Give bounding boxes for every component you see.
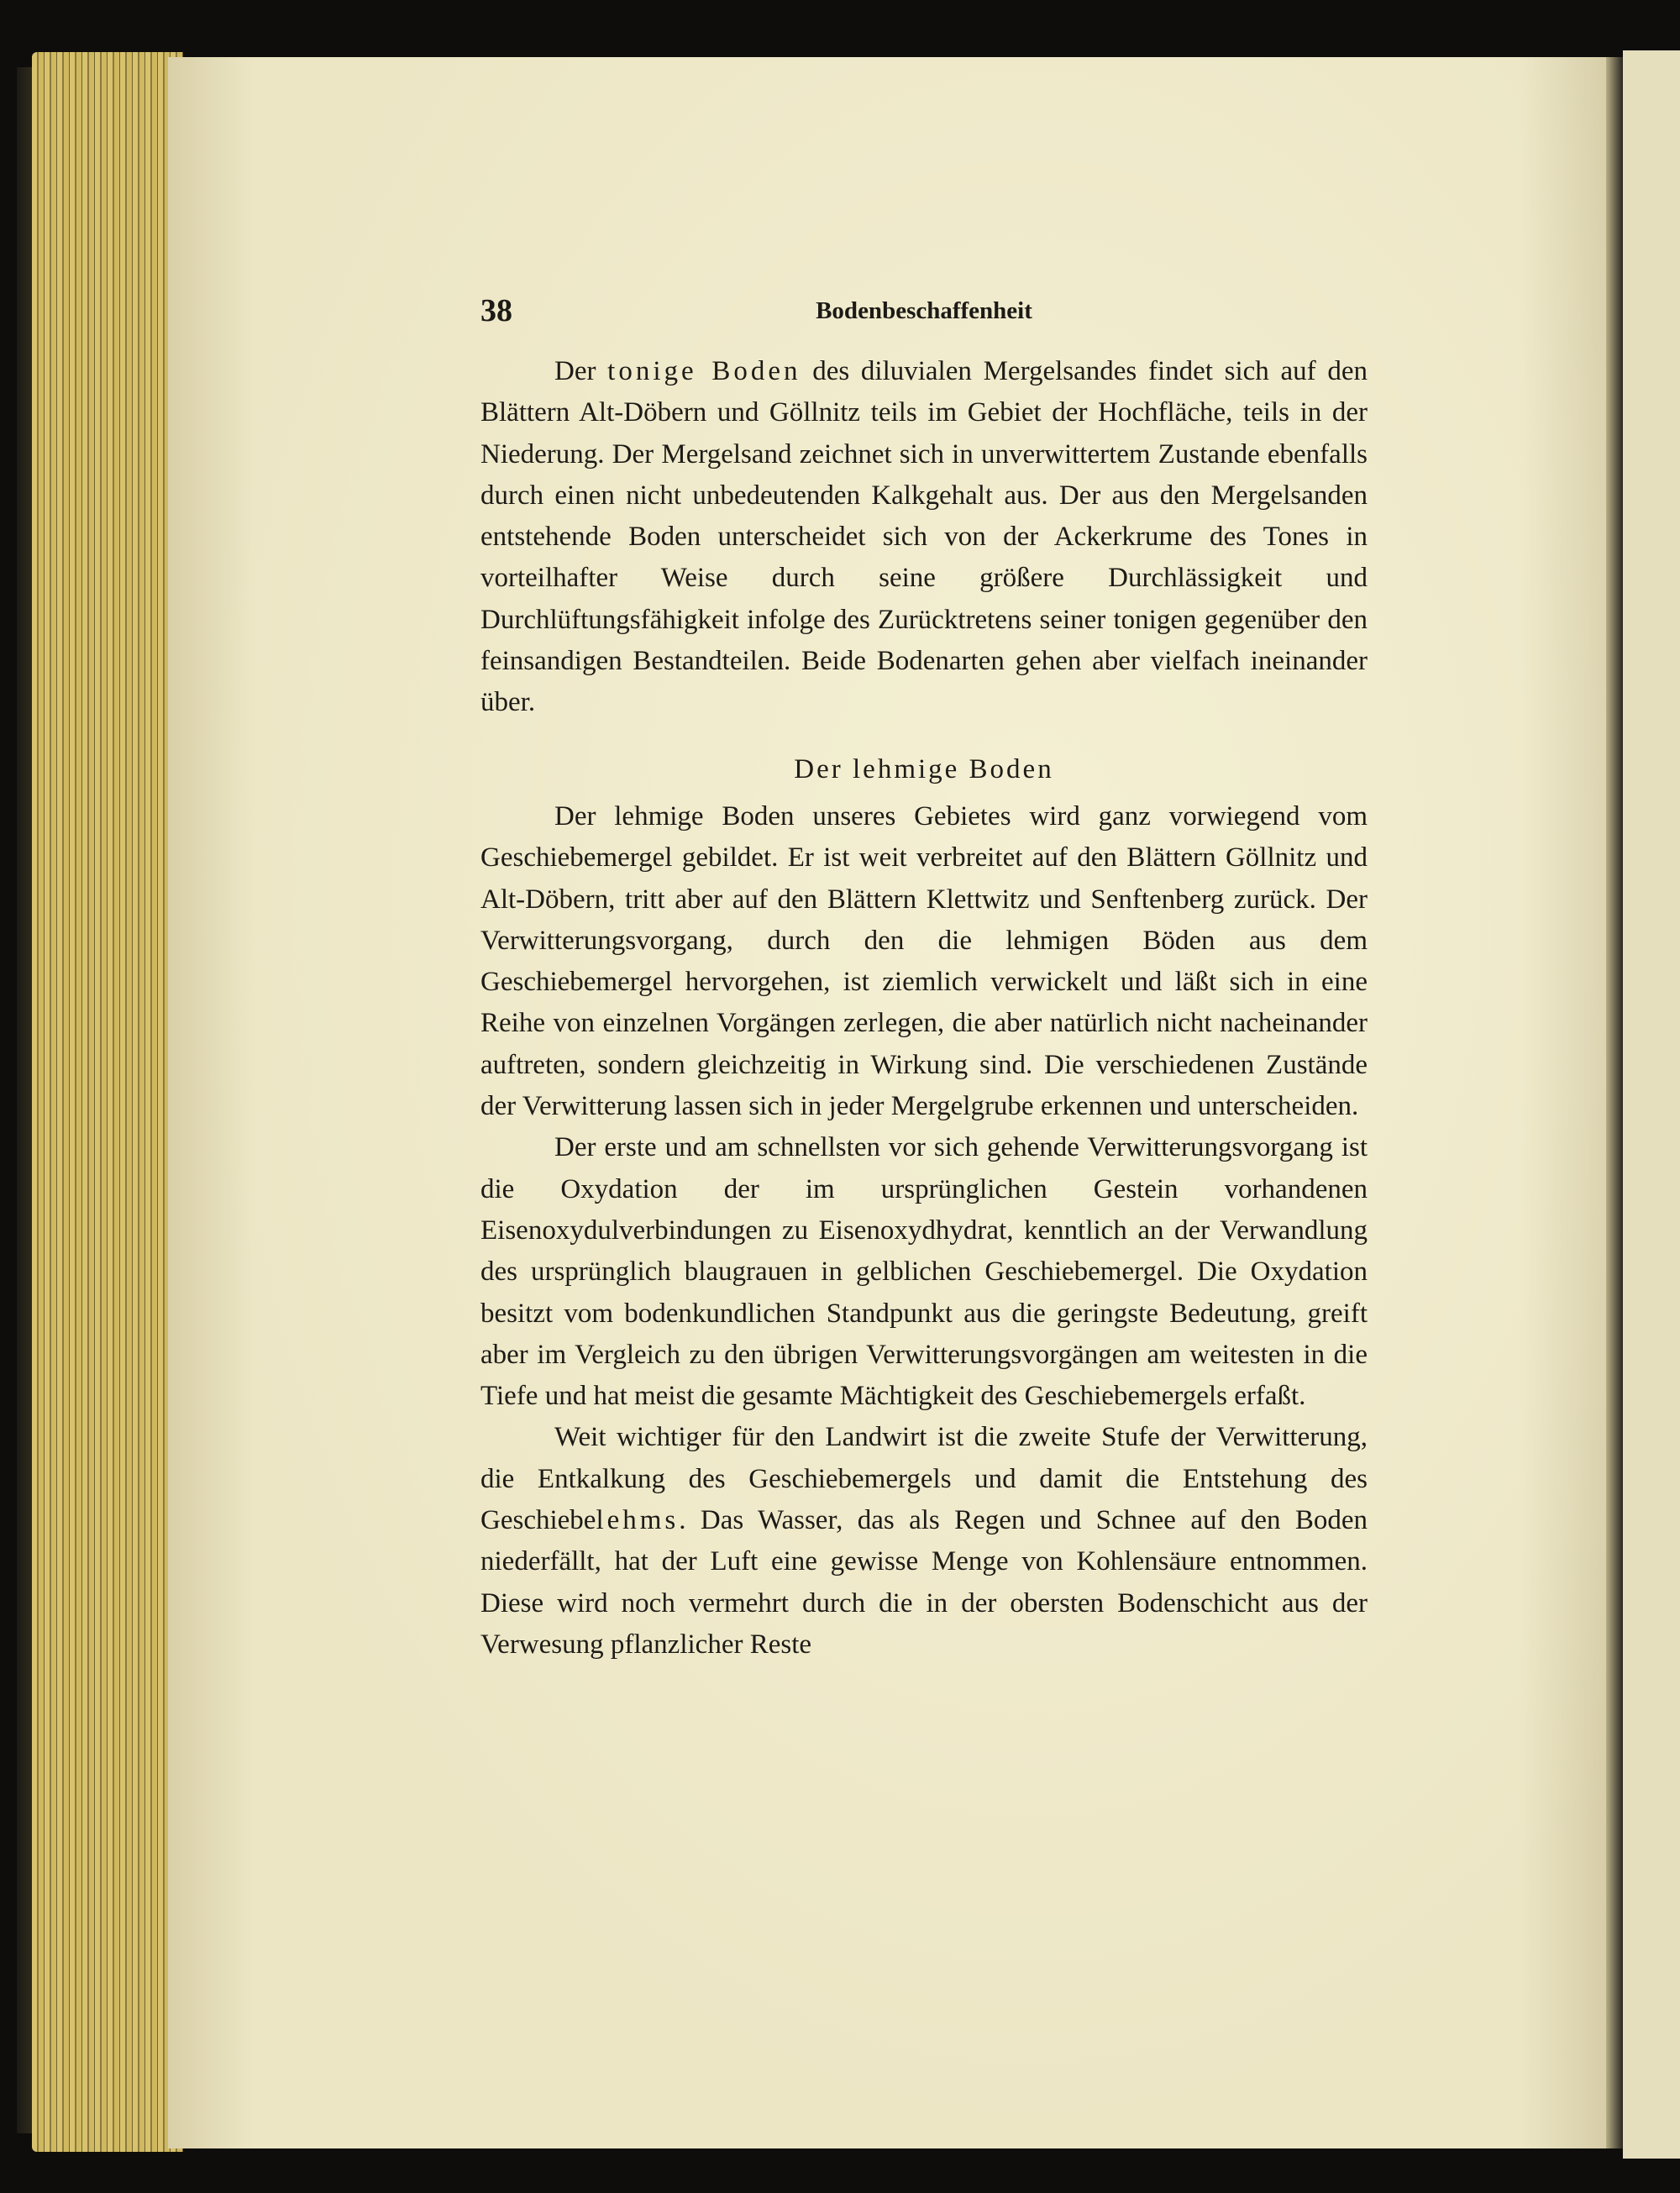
section-heading: Der lehmige Boden xyxy=(794,753,1054,784)
paragraph-oxydation: Der erste und am schnellsten vor sich gehende Verwitterungsvorgang ist die Oxydation der im ursprünglichen Gestein vorhandenen Eisenoxydulverbindungen zu Eisenoxydhydrat, kenntlich an der Verwandlung des ursprünglich blaugrauen in gelblichen Geschiebemergel. Die Oxydation besitzt vom bodenkundlichen Standpunkt aus die geringste Bedeutung, greift aber im Vergleich zu den übrigen Verwitterungsvorgängen am weitesten in die Tiefe und hat meist die gesamte Mächtigkeit des Geschiebemergels erfaßt. xyxy=(480,1132,1368,1412)
book-gutter xyxy=(1606,57,1623,2148)
facing-page-edge xyxy=(1623,50,1680,2159)
paragraph-entkalkung xyxy=(480,1417,1368,1666)
page-header xyxy=(480,292,1368,336)
paragraph-lead: Der xyxy=(554,356,608,386)
page-number: 38 xyxy=(480,293,512,328)
paragraph-lead: Weit wichtiger für den Landwirt ist die zweite Stufe der Verwitterung, die Entkalkung des Geschiebemergels und damit die Entstehung des Geschiebe xyxy=(480,1422,1368,1536)
paragraph-text: des diluvialen Mergelsandes findet sich auf den Blättern Alt-Döbern und Göllnitz teils im Gebiet der Hochfläche, teils in der Niederung. Der Mergelsand zeichnet sich in unverwittertem Zustande ebenfalls durch einen nicht unbedeutenden Kalkgehalt aus. Der aus den Mergelsanden entstehende Boden unterscheidet sich von der Ackerkrume des Tones in vorteilhafter Weise durch seine größere Durchlässigkeit und Durchlüftungsfähigkeit infolge des Zurücktretens seiner tonigen gegenüber den feinsandigen Bestandteilen. Beide Bodenarten gehen aber vielfach ineinander über. xyxy=(480,356,1368,718)
stacked-page-edges xyxy=(32,52,183,2152)
body-text xyxy=(480,351,1368,1666)
paragraph-text: . Das Wasser, das als Regen und Schnee auf den Boden niederfällt, hat der Luft eine gewisse Menge von Kohlensäure entnommen. Diese wird noch vermehrt durch die in der obersten Bodenschicht aus der Verwesung pflanzlicher Reste xyxy=(480,1505,1368,1660)
running-title: Bodenbeschaffenheit xyxy=(816,297,1032,324)
emphasized-term: lehms xyxy=(596,1505,680,1536)
paragraph-lehmige-boden: Der lehmige Boden unseres Gebietes wird ganz vorwiegend vom Geschiebemergel gebildet. Er ist weit verbreitet auf den Blättern Göllnitz und Alt-Döbern, tritt aber auf den Blättern Klettwitz und Senftenberg zurück. Der Verwitterungsvorgang, durch den die lehmigen Böden aus dem Geschiebemergel hervorgehen, ist ziemlich verwickelt und läßt sich in eine Reihe von einzelnen Vorgängen zerlegen, die aber natürlich nicht nacheinander auftreten, sondern gleichzeitig in Wirkung sind. Die verschiedenen Zustände der Verwitterung lassen sich in jeder Mergelgrube erkennen und unterscheiden. xyxy=(480,800,1368,1122)
paragraph-tonige-boden xyxy=(480,351,1368,724)
emphasized-term: tonige Boden xyxy=(607,356,801,386)
